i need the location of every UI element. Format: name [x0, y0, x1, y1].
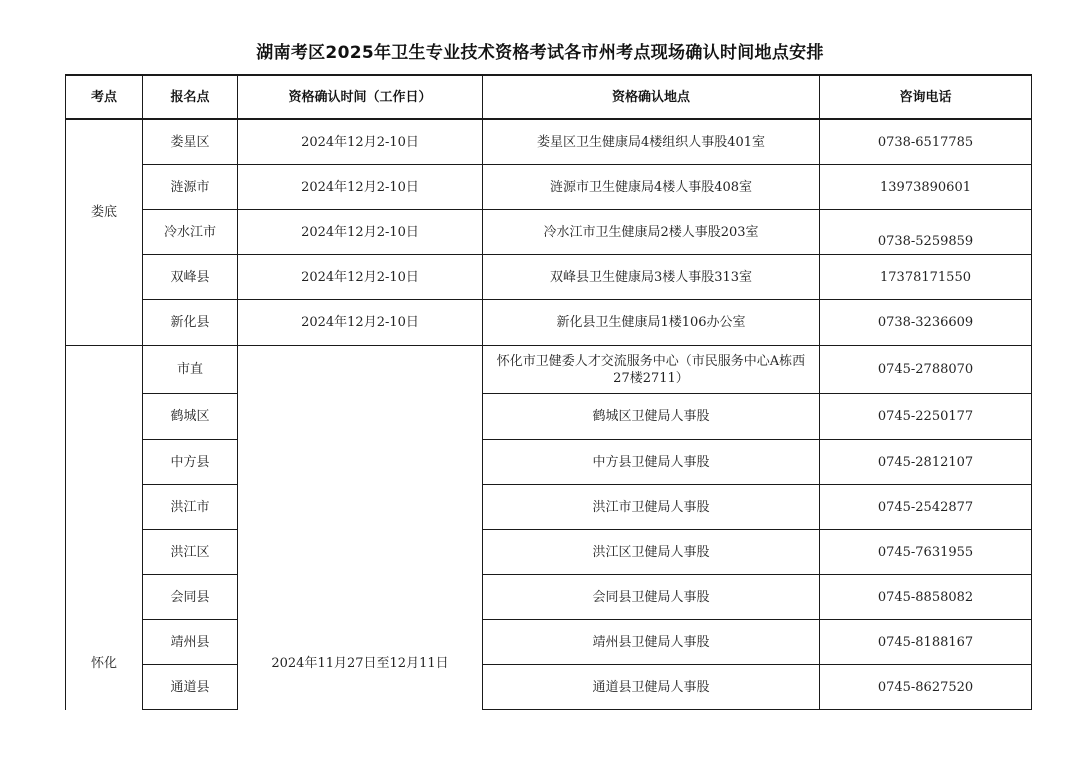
time-cell: 2024年12月2-10日 [301, 224, 419, 240]
point-cell: 鹤城区 [170, 409, 210, 424]
group-name: 娄底 [90, 205, 117, 220]
point-cell: 市直 [176, 362, 203, 377]
header-phone: 咨询电话 [899, 89, 952, 105]
location-cell: 中方县卫健局人事股 [592, 454, 710, 470]
location-cell: 新化县卫生健康局1楼106办公室 [556, 315, 746, 330]
location-cell: 娄星区卫生健康局4楼组织人事股401室 [536, 134, 766, 150]
point-cell: 靖州县 [170, 634, 210, 650]
location-cell: 双峰县卫生健康局3楼人事股313室 [549, 269, 753, 285]
location-cell: 鹤城区卫健局人事股 [592, 409, 710, 424]
phone-cell: 0738-5259859 [877, 233, 974, 249]
phone-cell: 0745-2250177 [877, 409, 974, 424]
time-cell: 2024年12月2-10日 [301, 179, 419, 195]
phone-cell: 0745-8188167 [877, 634, 974, 650]
location-cell: 洪江区卫健局人事股 [592, 544, 710, 560]
location-cell: 涟源市卫生健康局4楼人事股408室 [549, 179, 753, 195]
time-cell: 2024年12月2-10日 [301, 134, 419, 150]
time-cell: 2024年12月2-10日 [301, 315, 419, 330]
point-cell: 洪江区 [170, 544, 210, 560]
phone-cell: 13973890601 [880, 179, 971, 195]
phone-cell: 0738-6517785 [877, 134, 974, 150]
point-cell: 中方县 [170, 454, 210, 470]
col-line [1031, 74, 1032, 710]
location-cell: 靖州县卫健局人事股 [592, 634, 710, 650]
location-cell: 会同县卫健局人事股 [592, 589, 710, 605]
point-cell: 洪江市 [170, 499, 210, 515]
page-title: 湖南考区2025年卫生专业技术资格考试各市州考点现场确认时间地点安排 [256, 43, 824, 63]
location-line: 27楼2711） [613, 370, 689, 386]
point-cell: 双峰县 [170, 269, 210, 285]
location-line: 怀化市卫健委人才交流服务中心（市民服务中心A栋西 [496, 353, 806, 369]
location-cell [483, 346, 819, 393]
phone-cell: 0745-2812107 [877, 454, 974, 470]
row-line [482, 709, 1032, 710]
phone-cell: 0745-7631955 [877, 544, 974, 560]
point-cell: 涟源市 [170, 179, 210, 195]
phone-cell: 17378171550 [880, 269, 971, 285]
point-cell: 娄星区 [170, 134, 210, 150]
header-location: 资格确认地点 [611, 89, 690, 105]
phone-cell: 0745-8858082 [877, 589, 974, 605]
location-cell: 洪江市卫健局人事股 [592, 499, 710, 515]
merged-time-cell: 2024年11月27日至12月11日 [271, 655, 449, 671]
time-cell: 2024年12月2-10日 [301, 269, 419, 285]
point-cell: 会同县 [170, 589, 210, 605]
phone-cell: 0738-3236609 [877, 315, 974, 330]
row-line [142, 709, 238, 710]
point-cell: 冷水江市 [163, 224, 216, 240]
point-cell: 新化县 [170, 315, 210, 330]
point-cell: 通道县 [170, 679, 210, 695]
header-kaodian: 考点 [90, 89, 117, 105]
phone-cell: 0745-2788070 [877, 362, 974, 377]
phone-cell: 0745-8627520 [877, 679, 974, 695]
header-baomingdian: 报名点 [170, 89, 210, 105]
header-time: 资格确认时间（工作日） [288, 89, 432, 105]
group-name: 怀化 [90, 655, 117, 671]
phone-cell: 0745-2542877 [877, 499, 974, 515]
location-cell: 通道县卫健局人事股 [592, 679, 710, 695]
location-cell: 冷水江市卫生健康局2楼人事股203室 [543, 224, 759, 240]
